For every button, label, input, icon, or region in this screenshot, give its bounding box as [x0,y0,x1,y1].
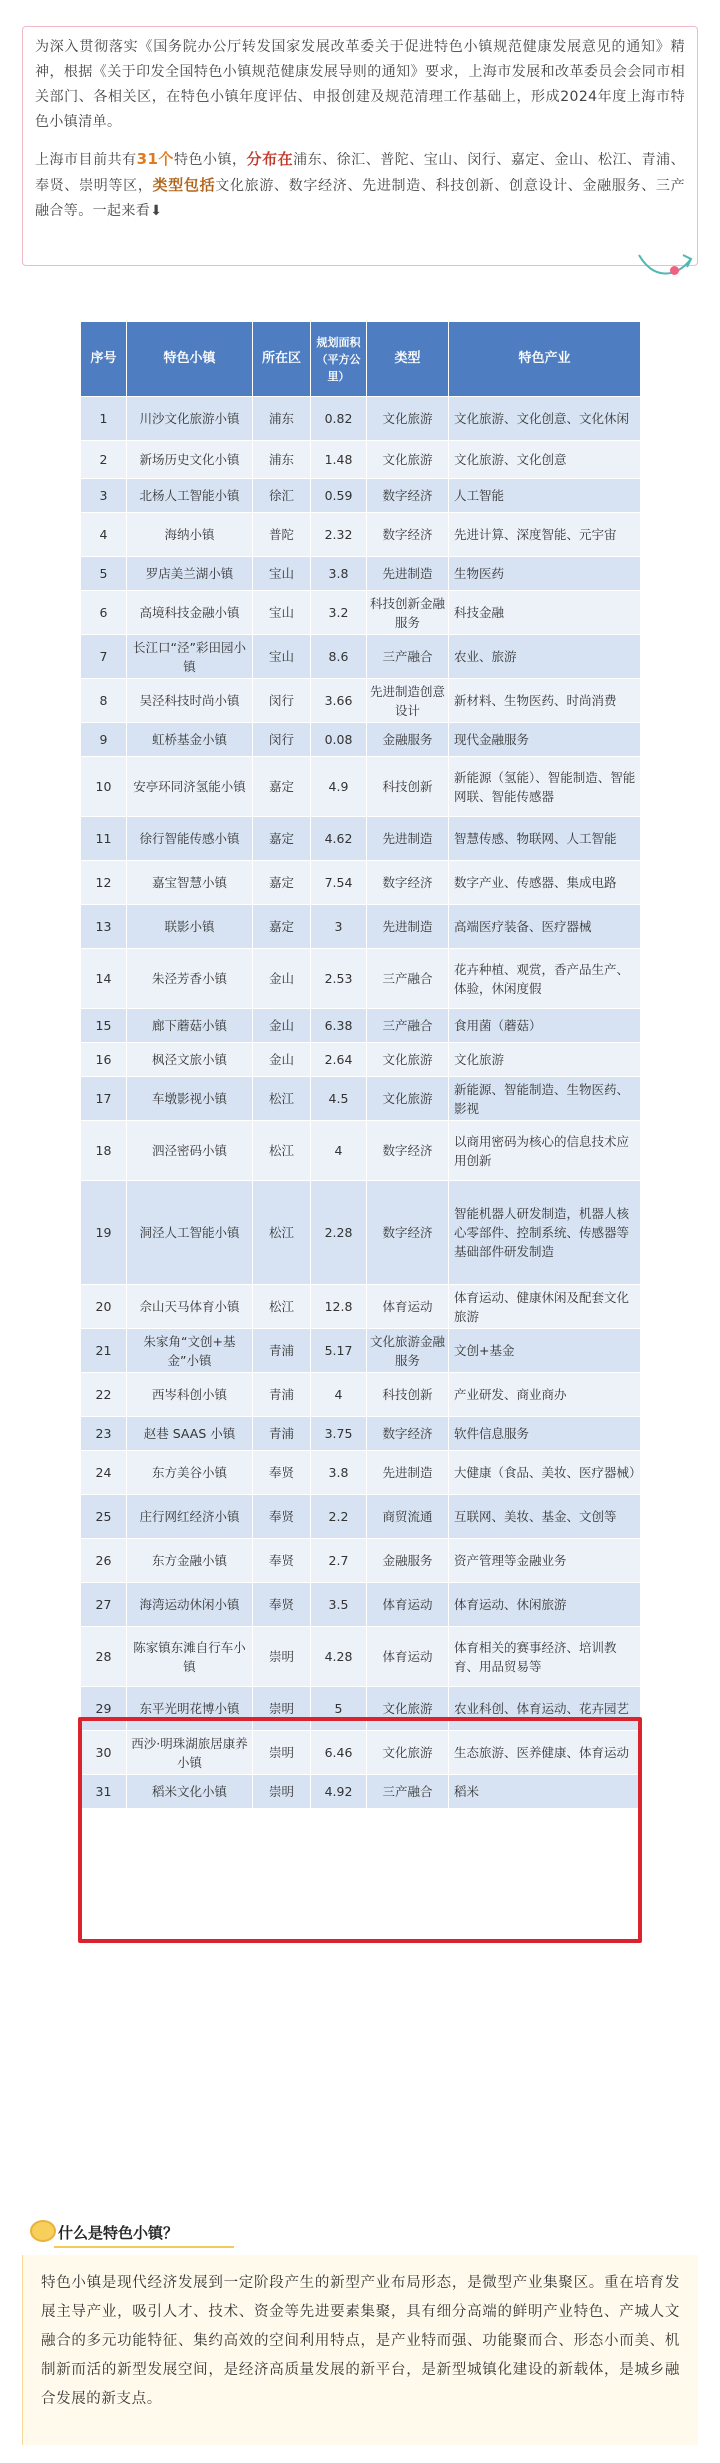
table-row [81,1181,641,1285]
cell-area: 3.66 [311,679,367,723]
cell-industry: 人工智能 [449,479,641,513]
cell-district: 崇明 [253,1731,311,1775]
cell-district: 青浦 [253,1373,311,1417]
types-text: 文化旅游、数字经济、先进制造、科技创新、创意设计、金融服务、三产融合等。一起来看⬇ [35,178,686,219]
cell-area: 4 [311,1121,367,1181]
cell-district: 崇明 [253,1627,311,1687]
table-row [81,441,641,479]
cell-index: 23 [81,1417,127,1451]
decorative-dot-icon [670,266,679,275]
cell-district: 宝山 [253,557,311,591]
table-row [81,1583,641,1627]
cell-index: 27 [81,1583,127,1627]
cell-town: 庄行网红经济小镇 [127,1495,253,1539]
cell-town: 联影小镇 [127,905,253,949]
cell-index: 30 [81,1731,127,1775]
cell-area: 12.8 [311,1285,367,1329]
cell-district: 徐汇 [253,479,311,513]
cell-index: 13 [81,905,127,949]
table-row [81,1009,641,1043]
cell-district: 奉贤 [253,1583,311,1627]
faq-heading [30,2220,330,2250]
cell-index: 12 [81,861,127,905]
cell-district: 奉贤 [253,1451,311,1495]
speech-bubble-icon [30,2220,56,2242]
cell-industry: 以商用密码为核心的信息技术应用创新 [449,1121,641,1181]
cell-index: 15 [81,1009,127,1043]
cell-town: 车墩影视小镇 [127,1077,253,1121]
header-industry: 特色产业 [449,322,641,397]
cell-town: 川沙文化旅游小镇 [127,397,253,441]
table-row [81,1687,641,1731]
cell-type: 数字经济 [367,479,449,513]
cell-index: 10 [81,757,127,817]
cell-district: 松江 [253,1121,311,1181]
cell-type: 金融服务 [367,1539,449,1583]
table-row [81,1043,641,1077]
cell-town: 安亭环同济氢能小镇 [127,757,253,817]
table-row [81,905,641,949]
cell-index: 19 [81,1181,127,1285]
intro-paragraph-2 [35,147,685,224]
cell-index: 4 [81,513,127,557]
cell-area: 2.2 [311,1495,367,1539]
cell-district: 普陀 [253,513,311,557]
cell-area: 0.59 [311,479,367,513]
cell-town: 海纳小镇 [127,513,253,557]
cell-industry: 生态旅游、医养健康、体育运动 [449,1731,641,1775]
cell-industry: 数字产业、传感器、集成电路 [449,861,641,905]
cell-area: 5.17 [311,1329,367,1373]
table-row [81,723,641,757]
types-label: 类型包括 [152,176,216,194]
cell-district: 奉贤 [253,1495,311,1539]
cell-industry: 软件信息服务 [449,1417,641,1451]
cell-type: 数字经济 [367,513,449,557]
cell-type: 科技创新金融服务 [367,591,449,635]
cell-type: 先进制造 [367,905,449,949]
cell-industry: 新材料、生物医药、时尚消费 [449,679,641,723]
cell-index: 1 [81,397,127,441]
cell-district: 浦东 [253,441,311,479]
cell-district: 嘉定 [253,817,311,861]
table-row [81,1539,641,1583]
table-row [81,1373,641,1417]
faq-body: 特色小镇是现代经济发展到一定阶段产生的新型产业布局形态，是微型产业集聚区。重在培育发展主导产业，吸引人才、技术、资金等先进要素集聚，具有细分高端的鲜明产业特色、产城人文融合的多元功能特征、集约高效的空间利用特点，是产业特而强、功能聚而合、形态小而美、机制新而活的新型发展空间，是经济高质量发展的新平台，是新型城镇化建设的新载体，是城乡融合发展的新支点。 [41,2275,680,2407]
cell-town: 朱家角“文创+基金”小镇 [127,1329,253,1373]
cell-type: 三产融合 [367,1775,449,1809]
cell-town: 佘山天马体育小镇 [127,1285,253,1329]
cell-index: 20 [81,1285,127,1329]
cell-index: 26 [81,1539,127,1583]
intro-paragraph-1: 为深入贯彻落实《国务院办公厅转发国家发展改革委关于促进特色小镇规范健康发展意见的通知》精神，根据《关于印发全国特色小镇规范健康发展导则的通知》要求，上海市发展和改革委员会会同市相关部门、各相关区，在特色小镇年度评估、申报创建及规范清理工作基础上，形成2024年度上海市特色小镇清单。 [35,39,685,130]
table-body [81,397,641,1809]
cell-type: 文化旅游 [367,397,449,441]
cell-industry: 先进计算、深度智能、元宇宙 [449,513,641,557]
cell-industry: 智慧传感、物联网、人工智能 [449,817,641,861]
cell-industry: 稻米 [449,1775,641,1809]
cell-district: 崇明 [253,1687,311,1731]
cell-district: 嘉定 [253,757,311,817]
cell-industry: 文化旅游 [449,1043,641,1077]
cell-index: 24 [81,1451,127,1495]
cell-area: 2.64 [311,1043,367,1077]
faq-underline [54,2246,234,2248]
cell-index: 28 [81,1627,127,1687]
cell-district: 金山 [253,1043,311,1077]
cell-industry: 产业研发、商业商办 [449,1373,641,1417]
cell-type: 文化旅游 [367,1077,449,1121]
cell-type: 数字经济 [367,1181,449,1285]
table-row [81,1451,641,1495]
cell-industry: 资产管理等金融业务 [449,1539,641,1583]
distribution-text: 浦东、徐汇、普陀、宝山、闵行、嘉定、金山、松江、青浦、奉贤、崇明等区， [35,152,685,194]
table-row [81,1077,641,1121]
table-row [81,1495,641,1539]
table-row [81,1775,641,1809]
cell-type: 数字经济 [367,1121,449,1181]
table-row [81,861,641,905]
cell-town: 长江口“泾”彩田园小镇 [127,635,253,679]
cell-town: 枫泾文旅小镇 [127,1043,253,1077]
table-row [81,513,641,557]
cell-district: 闵行 [253,723,311,757]
cell-industry: 文创+基金 [449,1329,641,1373]
cell-district: 松江 [253,1285,311,1329]
cell-town: 东平光明花博小镇 [127,1687,253,1731]
cell-area: 6.46 [311,1731,367,1775]
table-row [81,1329,641,1373]
table-row [81,949,641,1009]
cell-area: 3.75 [311,1417,367,1451]
cell-industry: 新能源、智能制造、生物医药、影视 [449,1077,641,1121]
cell-industry: 食用菌（蘑菇） [449,1009,641,1043]
cell-area: 7.54 [311,861,367,905]
cell-type: 数字经济 [367,1417,449,1451]
cell-type: 文化旅游金融服务 [367,1329,449,1373]
cell-index: 7 [81,635,127,679]
cell-type: 先进制造 [367,817,449,861]
cell-type: 金融服务 [367,723,449,757]
cell-town: 吴泾科技时尚小镇 [127,679,253,723]
cell-industry: 生物医药 [449,557,641,591]
cell-area: 3 [311,905,367,949]
table-row [81,679,641,723]
cell-town: 西沙·明珠湖旅居康养小镇 [127,1731,253,1775]
cell-town: 陈家镇东滩自行车小镇 [127,1627,253,1687]
cell-industry: 科技金融 [449,591,641,635]
table-row [81,757,641,817]
town-table [80,321,640,1809]
cell-town: 新场历史文化小镇 [127,441,253,479]
cell-index: 31 [81,1775,127,1809]
cell-industry: 文化旅游、文化创意、文化休闲 [449,397,641,441]
cell-area: 2.53 [311,949,367,1009]
cell-type: 先进制造创意设计 [367,679,449,723]
cell-district: 奉贤 [253,1539,311,1583]
intro-card [22,26,698,266]
cell-town: 东方美谷小镇 [127,1451,253,1495]
cell-industry: 文化旅游、文化创意 [449,441,641,479]
cell-industry: 花卉种植、观赏，香产品生产、体验，休闲度假 [449,949,641,1009]
cell-area: 4.9 [311,757,367,817]
cell-district: 浦东 [253,397,311,441]
cell-area: 4 [311,1373,367,1417]
cell-type: 体育运动 [367,1627,449,1687]
cell-area: 4.92 [311,1775,367,1809]
town-count: 31个 [136,150,174,168]
cell-town: 廊下蘑菇小镇 [127,1009,253,1043]
cell-town: 徐行智能传感小镇 [127,817,253,861]
table-header-row [81,322,641,397]
table-row [81,1285,641,1329]
cell-town: 北杨人工智能小镇 [127,479,253,513]
header-district: 所在区 [253,322,311,397]
cell-town: 高境科技金融小镇 [127,591,253,635]
cell-industry: 体育运动、健康休闲及配套文化旅游 [449,1285,641,1329]
cell-district: 青浦 [253,1417,311,1451]
cell-industry: 现代金融服务 [449,723,641,757]
cell-area: 4.28 [311,1627,367,1687]
table-row [81,1731,641,1775]
cell-area: 1.48 [311,441,367,479]
table-row [81,557,641,591]
cell-index: 22 [81,1373,127,1417]
cell-index: 5 [81,557,127,591]
header-town: 特色小镇 [127,322,253,397]
cell-type: 文化旅游 [367,441,449,479]
cell-index: 14 [81,949,127,1009]
cell-type: 体育运动 [367,1285,449,1329]
cell-type: 三产融合 [367,1009,449,1043]
cell-industry: 体育相关的赛事经济、培训教育、用品贸易等 [449,1627,641,1687]
cell-area: 3.5 [311,1583,367,1627]
table-row [81,1417,641,1451]
cell-type: 三产融合 [367,949,449,1009]
cell-type: 文化旅游 [367,1687,449,1731]
cell-type: 科技创新 [367,1373,449,1417]
cell-town: 嘉宝智慧小镇 [127,861,253,905]
cell-index: 17 [81,1077,127,1121]
cell-district: 崇明 [253,1775,311,1809]
cell-type: 先进制造 [367,1451,449,1495]
cell-type: 先进制造 [367,557,449,591]
cell-index: 2 [81,441,127,479]
header-area: 规划面积（平方公里） [311,322,367,397]
cell-town: 罗店美兰湖小镇 [127,557,253,591]
cell-area: 2.28 [311,1181,367,1285]
cell-index: 16 [81,1043,127,1077]
cell-town: 西岑科创小镇 [127,1373,253,1417]
cell-area: 6.38 [311,1009,367,1043]
cell-index: 18 [81,1121,127,1181]
cell-area: 0.82 [311,397,367,441]
cell-area: 3.8 [311,557,367,591]
cell-area: 0.08 [311,723,367,757]
cell-district: 宝山 [253,591,311,635]
cell-town: 赵巷 SAAS 小镇 [127,1417,253,1451]
cell-district: 金山 [253,1009,311,1043]
cell-index: 9 [81,723,127,757]
table-row [81,635,641,679]
cell-town: 海湾运动休闲小镇 [127,1583,253,1627]
cell-area: 3.2 [311,591,367,635]
cell-index: 11 [81,817,127,861]
cell-index: 6 [81,591,127,635]
cell-district: 松江 [253,1181,311,1285]
cell-town: 虹桥基金小镇 [127,723,253,757]
cell-industry: 农业、旅游 [449,635,641,679]
cell-district: 宝山 [253,635,311,679]
cell-type: 数字经济 [367,861,449,905]
cell-district: 嘉定 [253,905,311,949]
cell-type: 文化旅游 [367,1043,449,1077]
cell-district: 闵行 [253,679,311,723]
cell-district: 嘉定 [253,861,311,905]
cell-type: 体育运动 [367,1583,449,1627]
cell-town: 朱泾芳香小镇 [127,949,253,1009]
intro-text-b: 特色小镇， [173,152,247,168]
cell-industry: 高端医疗装备、医疗器械 [449,905,641,949]
cell-industry: 智能机器人研发制造，机器人核心零部件、控制系统、传感器等基础部件研发制造 [449,1181,641,1285]
cell-district: 松江 [253,1077,311,1121]
header-type: 类型 [367,322,449,397]
cell-type: 文化旅游 [367,1731,449,1775]
cell-town: 泗泾密码小镇 [127,1121,253,1181]
faq-box [22,2255,698,2445]
cell-index: 8 [81,679,127,723]
cell-type: 商贸流通 [367,1495,449,1539]
cell-area: 4.5 [311,1077,367,1121]
table-row [81,591,641,635]
table-row [81,1627,641,1687]
cell-district: 金山 [253,949,311,1009]
cell-district: 青浦 [253,1329,311,1373]
header-index: 序号 [81,322,127,397]
cell-area: 4.62 [311,817,367,861]
cell-industry: 大健康（食品、美妆、医疗器械） [449,1451,641,1495]
cell-area: 2.32 [311,513,367,557]
table-row [81,1121,641,1181]
cell-industry: 体育运动、休闲旅游 [449,1583,641,1627]
cell-industry: 农业科创、体育运动、花卉园艺 [449,1687,641,1731]
decorative-swirl-icon [635,249,695,283]
cell-index: 29 [81,1687,127,1731]
cell-town: 稻米文化小镇 [127,1775,253,1809]
cell-index: 21 [81,1329,127,1373]
table-row [81,817,641,861]
cell-area: 2.7 [311,1539,367,1583]
cell-index: 25 [81,1495,127,1539]
table-row [81,479,641,513]
cell-index: 3 [81,479,127,513]
cell-type: 科技创新 [367,757,449,817]
cell-type: 三产融合 [367,635,449,679]
cell-industry: 新能源（氢能）、智能制造、智能网联、智能传感器 [449,757,641,817]
cell-area: 5 [311,1687,367,1731]
faq-title: 什么是特色小镇？ [58,2224,179,2242]
table-row [81,397,641,441]
intro-text-a: 上海市目前共有 [35,152,137,168]
cell-industry: 互联网、美妆、基金、文创等 [449,1495,641,1539]
distribution-label: 分布在 [246,150,294,168]
cell-town: 东方金融小镇 [127,1539,253,1583]
cell-town: 洞泾人工智能小镇 [127,1181,253,1285]
cell-area: 3.8 [311,1451,367,1495]
cell-area: 8.6 [311,635,367,679]
